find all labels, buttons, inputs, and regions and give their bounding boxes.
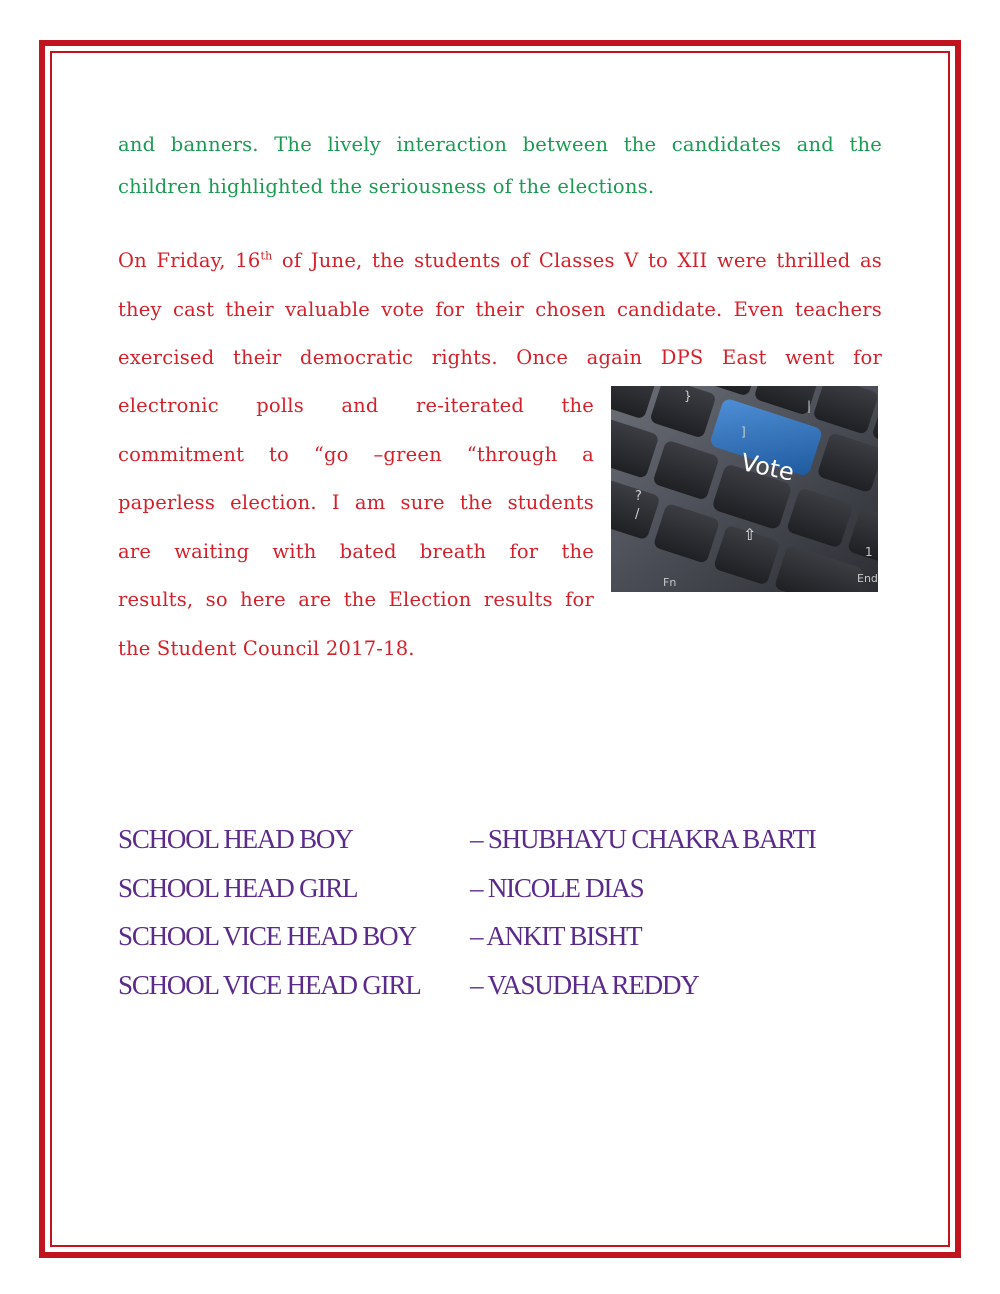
paragraph-election-day xyxy=(118,237,882,383)
text-line: paperless election. I am sure the students xyxy=(118,491,594,514)
text-line: electronic polls and re-iterated the xyxy=(118,394,594,417)
svg-text:}: } xyxy=(684,389,692,403)
text-line: and banners. The lively interaction between the candidates and the xyxy=(118,133,882,156)
text-line: results, so here are the Election results for xyxy=(118,588,594,611)
result-role: SCHOOL VICE HEAD GIRL xyxy=(118,969,421,1000)
result-name: – NICOLE DIAS xyxy=(470,872,644,903)
svg-text:|: | xyxy=(807,399,812,413)
result-row xyxy=(118,864,878,913)
result-name: – ANKIT BISHT xyxy=(470,921,642,951)
svg-text:]: ] xyxy=(741,425,746,439)
result-row xyxy=(118,815,878,864)
text-line: commitment to “go –green “through a xyxy=(118,442,594,466)
result-role: SCHOOL HEAD BOY xyxy=(118,824,353,854)
vote-key-label: Vote xyxy=(738,448,797,487)
text-line: are waiting with bated breath for the xyxy=(118,539,594,563)
result-name: – SHUBHAYU CHAKRA BARTI xyxy=(470,824,816,854)
text-line: exercised their democratic rights. Once again DPS East went for xyxy=(118,346,882,369)
vote-keyboard-image xyxy=(611,386,878,592)
svg-text:1: 1 xyxy=(865,545,873,559)
svg-text:End: End xyxy=(857,572,878,585)
result-role: SCHOOL HEAD GIRL xyxy=(118,872,358,903)
text-line: On Friday, 16th of June, the students of Classes V to XII were thrilled as xyxy=(118,249,882,272)
result-name: – VASUDHA REDDY xyxy=(470,969,699,1000)
svg-text:?: ? xyxy=(635,489,642,504)
keyboard-illustration xyxy=(611,386,878,592)
paragraph-electronic-polls xyxy=(118,382,594,673)
text-line: they cast their valuable vote for their chosen candidate. Even teachers xyxy=(118,297,882,321)
election-results xyxy=(118,815,878,1009)
paragraph-banners xyxy=(118,124,882,208)
result-row xyxy=(118,912,878,961)
text-line: children highlighted the seriousness of the elections. xyxy=(118,175,655,198)
svg-text:⇧: ⇧ xyxy=(743,525,757,544)
text-line: the Student Council 2017-18. xyxy=(118,636,415,660)
result-row xyxy=(118,961,878,1010)
svg-text:Fn: Fn xyxy=(663,576,677,589)
svg-text:/: / xyxy=(635,507,640,522)
result-role: SCHOOL VICE HEAD BOY xyxy=(118,921,416,951)
